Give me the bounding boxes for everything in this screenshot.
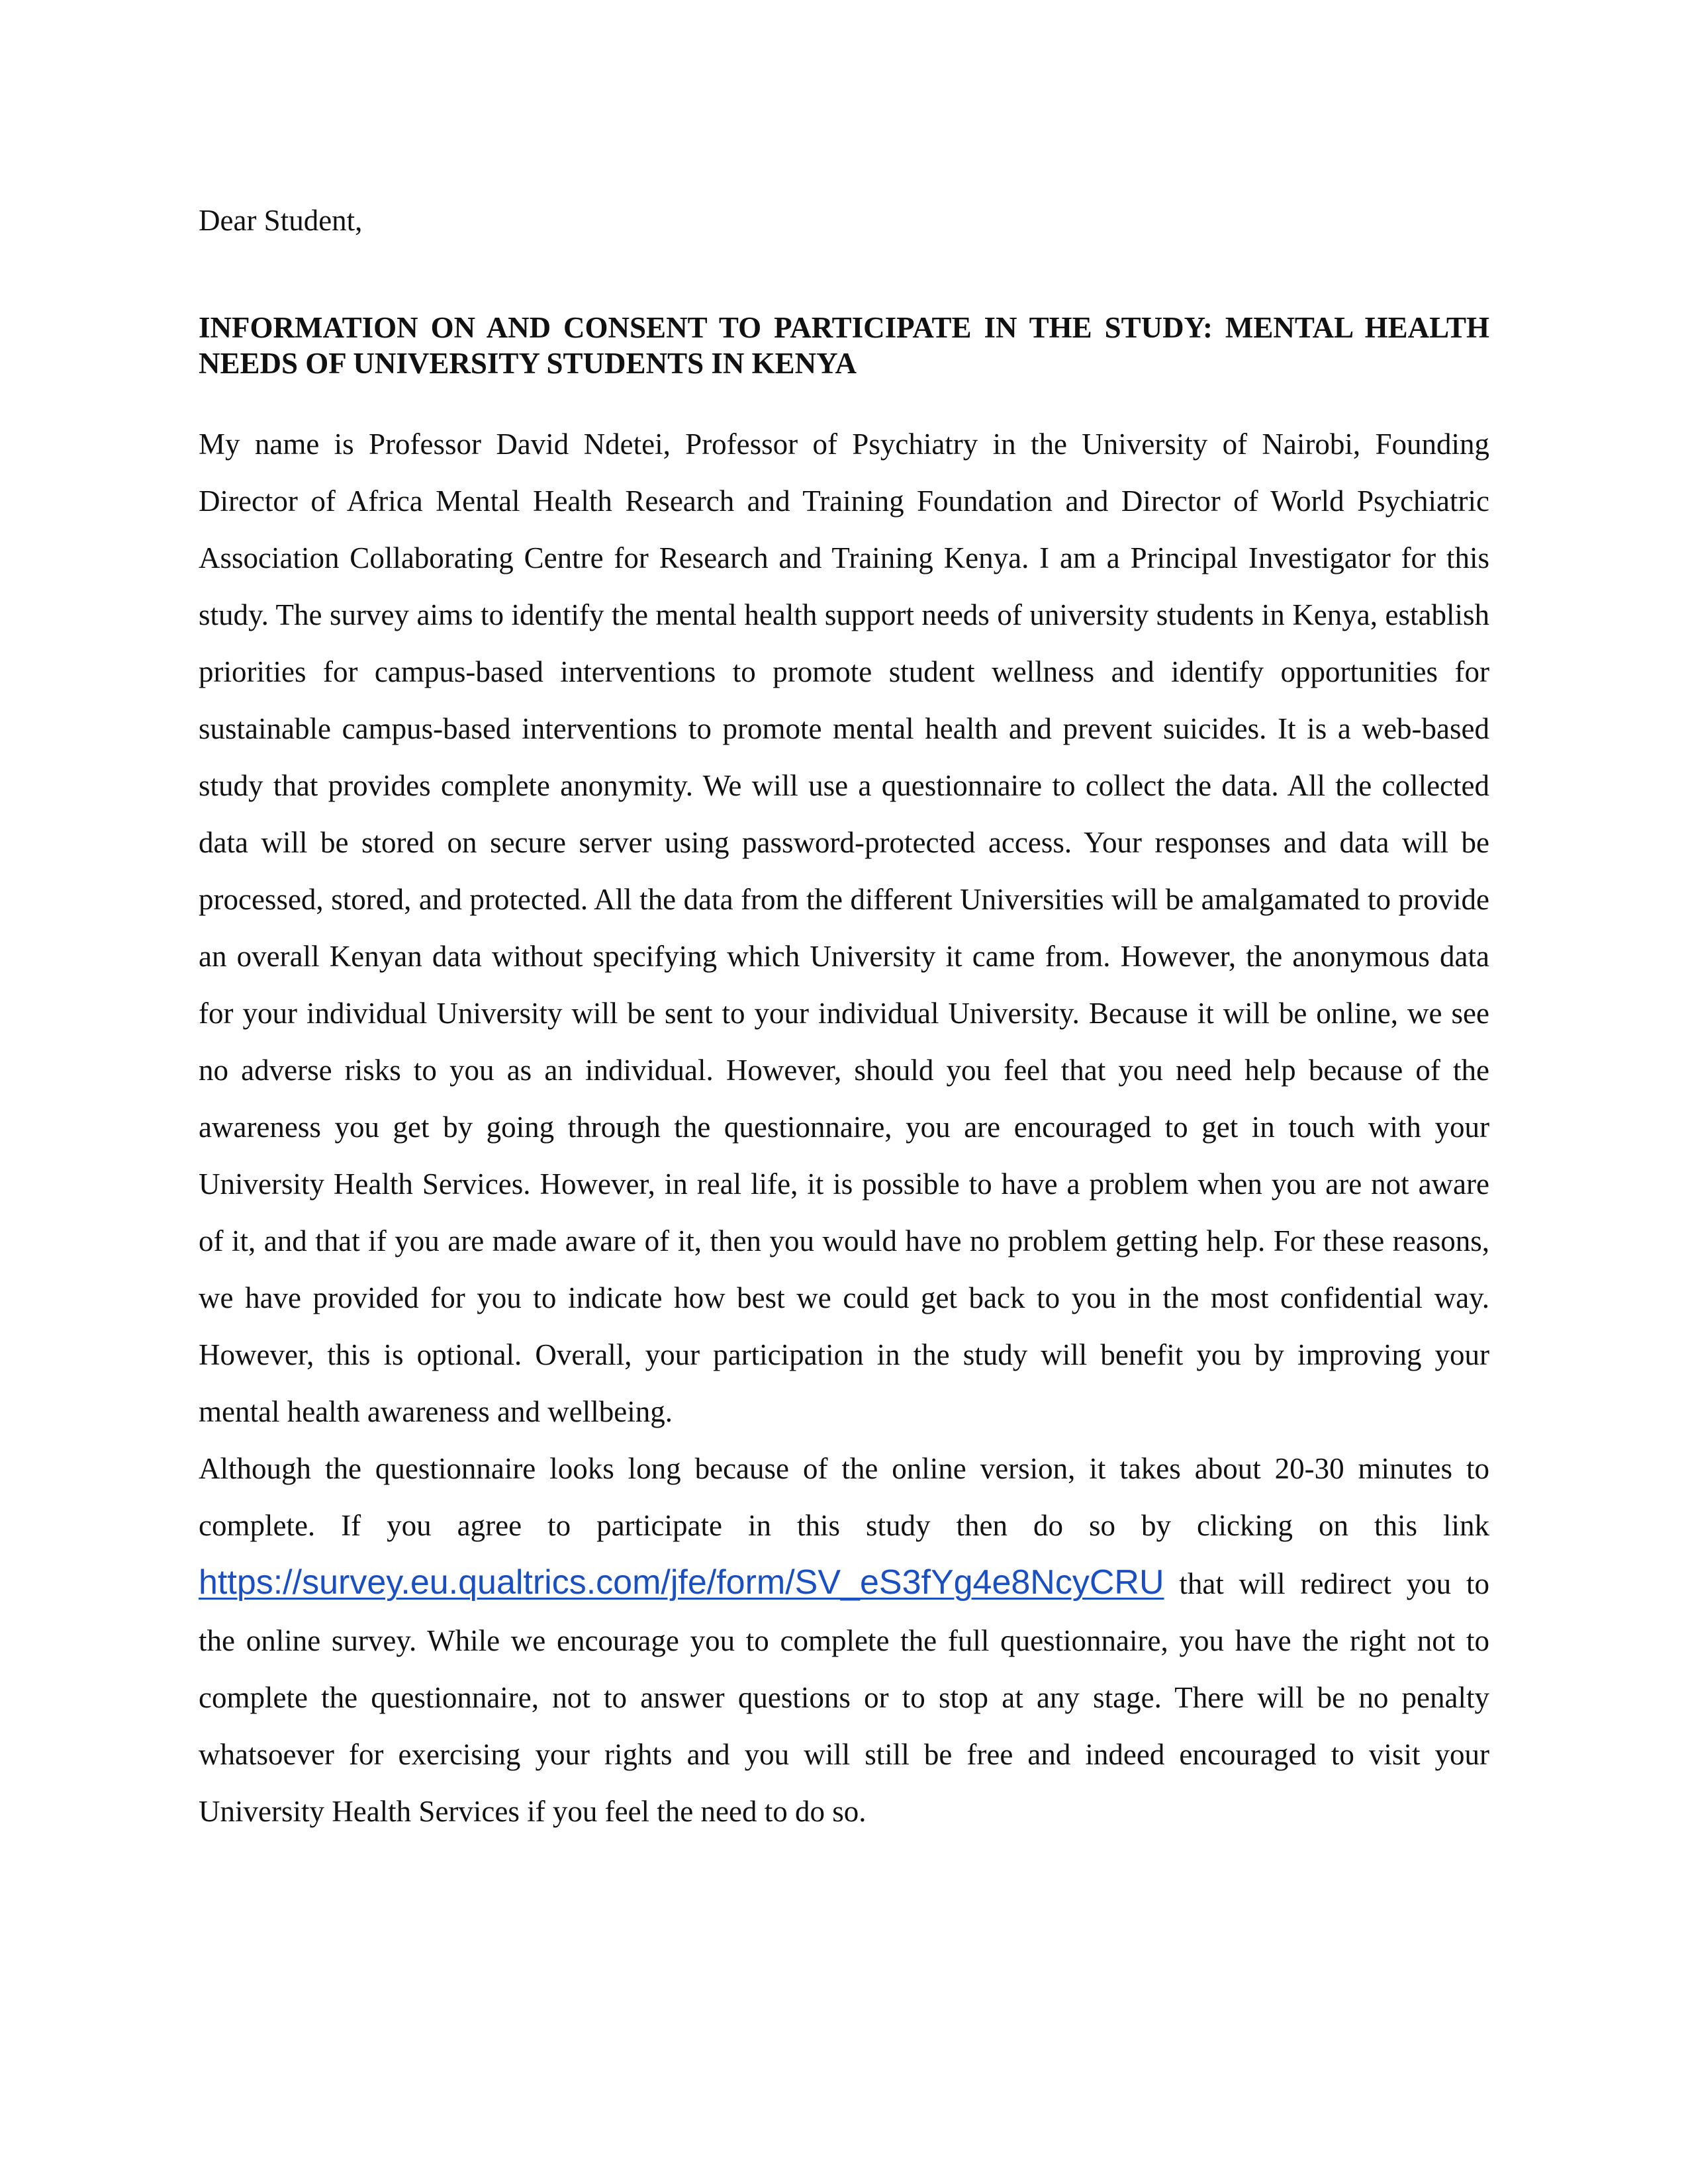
letter-title: INFORMATION ON AND CONSENT TO PARTICIPATE IN THE STUDY: MENTAL HEALTH NEEDS OF UNIVERSITY STUDENTS IN KENYA <box>199 311 1489 380</box>
salutation: Dear Student, <box>199 204 363 237</box>
survey-link[interactable]: https://survey.eu.qualtrics.com/jfe/form/SV_eS3fYg4e8NcyCRU <box>199 1563 1164 1602</box>
paragraph-introduction: My name is Professor David Ndetei, Professor of Psychiatry in the University of Nairobi, Founding Director of Africa Mental Health Research and Training Foundation and Director of World Psychiatric Association Collaborating Centre for Research and Training Kenya. I am a Principal Investigator for this study. The survey aims to identify the mental health support needs of university students in Kenya, establish priorities for campus-based interventions to promote student wellness and identify opportunities for sustainable campus-based interventions to promote mental health and prevent suicides. It is a web-based study that provides complete anonymity. We will use a questionnaire to collect the data. All the collected data will be stored on secure server using password-protected access. Your responses and data will be processed, stored, and protected. All the data from the different Universities will be amalgamated to provide an overall Kenyan data without specifying which University it came from. However, the anonymous data for your individual University will be sent to your individual University. Because it will be online, we see no adverse risks to you as an individual. However, should you feel that you need help because of the awareness you get by going through the questionnaire, you are encouraged to get in touch with your University Health Services. However, in real life, it is possible to have a problem when you are not aware of it, and that if you are made aware of it, then you would have no problem getting help. For these reasons, we have provided for you to indicate how best we could get back to you in the most confidential way. However, this is optional. Overall, your participation in the study will benefit you by improving your mental health awareness and wellbeing. <box>199 428 1489 1428</box>
paragraph-participation-text-after-link: that will redirect you to the online survey. While we encourage you to complete the full questionnaire, you have the right not to complete the questionnaire, not to answer questions or to stop at any stage. There will be no penalty whatsoever for exercising your rights and you will still be free and indeed encouraged to visit your University Health Services if you feel the need to do so. <box>199 1567 1489 1828</box>
paragraph-participation <box>199 1440 1489 1840</box>
consent-letter <box>199 196 1489 1840</box>
paragraph-participation-text-before-link: Although the questionnaire looks long because of the online version, it takes about 20-30 minutes to complete. If you agree to participate in this study then do so by clicking on this link <box>199 1452 1489 1542</box>
